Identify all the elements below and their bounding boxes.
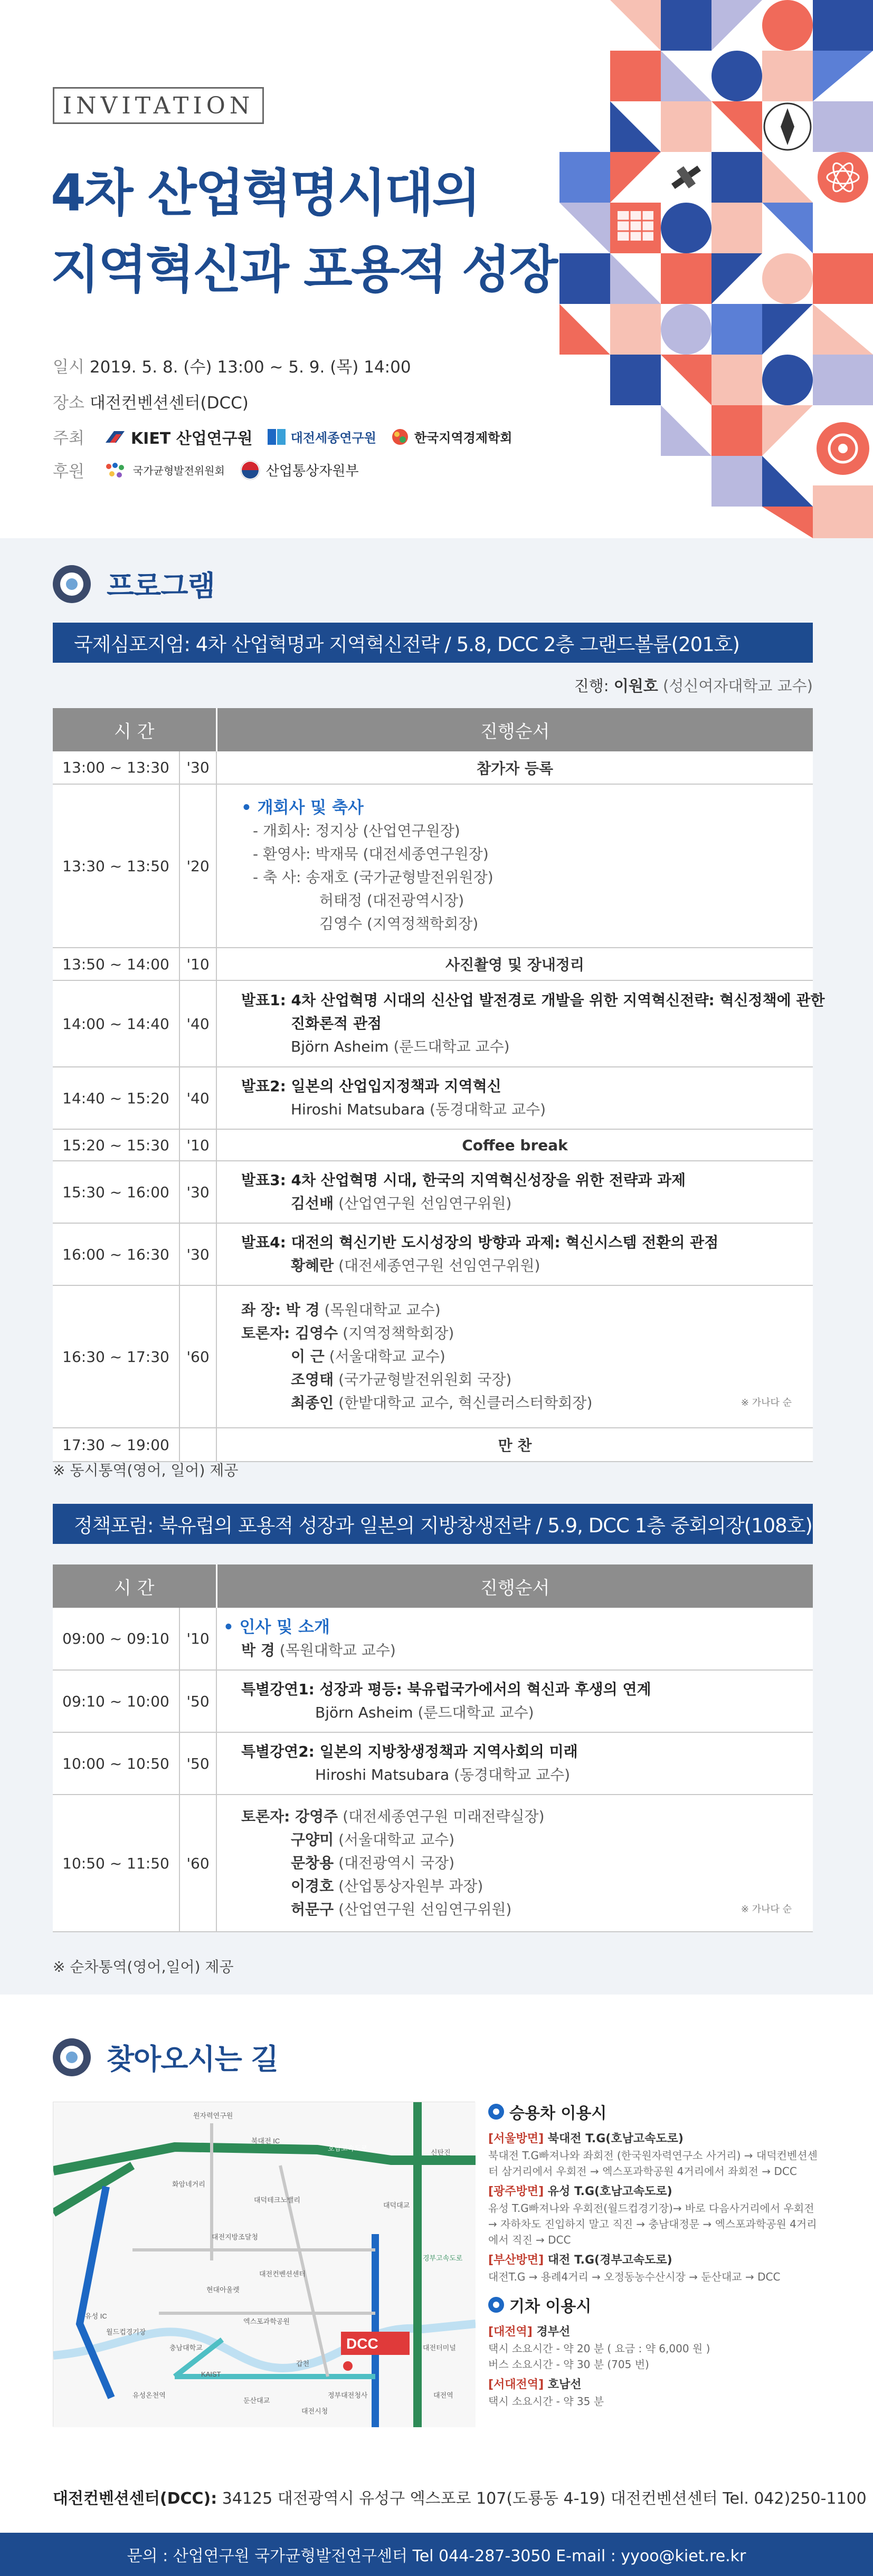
table-row xyxy=(53,1285,813,1428)
directions-title: 찾아오시는 길 xyxy=(107,2043,278,2076)
speaker-name: 박 경 xyxy=(241,1641,275,1659)
table-row xyxy=(53,1223,813,1285)
table-row xyxy=(53,1428,813,1462)
row-line: - 개회사: 정지상 (산업연구원장) xyxy=(253,822,460,839)
row-time: 14:00 ~ 14:40 xyxy=(53,980,179,1067)
table-row xyxy=(53,1067,813,1129)
row-content xyxy=(216,1161,813,1223)
motie-logo xyxy=(240,460,359,481)
table-row xyxy=(53,784,813,948)
route-text: 대전T.G → 용례4거리 → 오정동농수산시장 → 둔산대교 → DCC xyxy=(488,2270,781,2283)
row-duration: '40 xyxy=(179,1067,216,1129)
car-title: 승용차 이용시 xyxy=(509,2104,607,2123)
train-station: [서대전역] xyxy=(488,2378,544,2391)
row-content xyxy=(216,980,825,1067)
row-title: 참가자 등록 xyxy=(216,751,813,784)
host-label: 주최 xyxy=(53,429,84,448)
directions-heading xyxy=(53,2037,278,2077)
mosaic-tiles xyxy=(559,0,873,538)
map-label: 유성 IC xyxy=(85,2312,107,2320)
row-duration: '60 xyxy=(179,1285,216,1428)
row-time: 16:00 ~ 16:30 xyxy=(53,1223,179,1285)
map-label: 대전시청 xyxy=(301,2407,328,2415)
map-label: 둔산대교 xyxy=(243,2397,270,2405)
location-map xyxy=(53,2102,475,2427)
row-line: 발표1: 4차 산업혁명 시대의 신산업 발전경로 개발을 위한 지역혁신전략: 혁신정책에 관한 xyxy=(241,991,825,1009)
row-line: 특별강연1: 성장과 평등: 북유럽국가에서의 혁신과 후생의 연계 xyxy=(241,1681,651,1698)
table-header xyxy=(53,708,813,751)
date-label: 일시 xyxy=(53,358,84,377)
row-content xyxy=(216,1670,813,1732)
speaker-name: Björn Asheim xyxy=(291,1038,389,1055)
col-order-header: 진행순서 xyxy=(216,708,813,751)
row-time: 10:00 ~ 10:50 xyxy=(53,1732,179,1795)
moderator-name: 이원호 xyxy=(613,677,658,695)
program-heading xyxy=(53,564,215,604)
date-line xyxy=(53,354,411,377)
car-heading xyxy=(488,2100,826,2123)
panel-name: 좌 장: 박 경 xyxy=(241,1301,320,1319)
panel-affil: (서울대학교 교수) xyxy=(329,1348,445,1365)
panel-name: 최종인 xyxy=(291,1394,334,1411)
pcbnd-logo xyxy=(105,461,225,479)
table-row xyxy=(53,1732,813,1795)
invitation-label: INVITATION xyxy=(62,92,254,119)
speaker-name: Hiroshi Matsubara xyxy=(291,1101,425,1118)
map-label: 정부대전청사 xyxy=(328,2391,368,2399)
train-route-title xyxy=(488,2377,826,2393)
row-title: 만 찬 xyxy=(216,1428,813,1462)
table-row xyxy=(53,1795,813,1932)
row-title: Coffee break xyxy=(216,1129,813,1161)
map-label: 북대전 IC xyxy=(251,2137,280,2145)
row-content xyxy=(216,1285,813,1428)
speaker-affil: (동경대학교 교수) xyxy=(454,1766,571,1783)
session1-banner: 국제심포지엄: 4차 산업혁명과 지역혁신전략 / 5.8, DCC 2층 그랜드볼룸(201호) xyxy=(53,623,813,663)
route-tg: 북대전 T.G(호남고속도로) xyxy=(544,2132,684,2145)
venue-value: 대전컨벤션센터(DCC) xyxy=(89,394,249,413)
moderator-affil: (성신여자대학교 교수) xyxy=(663,677,813,695)
map-dcc-label: DCC xyxy=(346,2335,378,2352)
row-duration: '10 xyxy=(179,1608,216,1670)
dsi-logo xyxy=(268,427,376,446)
row-content xyxy=(216,1732,813,1795)
map-label: 대전지방조달청 xyxy=(212,2233,258,2241)
session1-moderator xyxy=(574,674,813,696)
row-duration: '30 xyxy=(179,1161,216,1223)
date-value: 2019. 5. 8. (수) 13:00 ~ 5. 9. (목) 14:00 xyxy=(89,358,411,377)
host-3: 한국지역경제학회 xyxy=(414,431,513,445)
map-label: 대덕대교 xyxy=(383,2201,410,2209)
route-text: 북대전 T.G빠져나와 좌회전 (한국원자력연구소 사거리) → 대덕컨벤션센터 삼거리에서 우회전 → 엑스포과학공원 4거리에서 좌회전 → DCC xyxy=(488,2149,818,2178)
route-tg: 대전 T.G(경부고속도로) xyxy=(544,2254,672,2267)
row-heading: • 개회사 및 축사 xyxy=(241,798,364,817)
host-logos xyxy=(53,425,512,449)
row-content xyxy=(216,1223,813,1285)
address-label: 대전컨벤션센터(DCC): xyxy=(53,2489,217,2508)
route-tg: 유성 T.G(호남고속도로) xyxy=(544,2185,672,2198)
col-order-header: 진행순서 xyxy=(216,1564,813,1608)
invitation-box xyxy=(53,87,264,124)
sponsor-1: 국가균형발전위원회 xyxy=(132,464,225,477)
solar-panel-icon xyxy=(618,211,653,241)
sponsor-logos xyxy=(53,458,359,482)
program-title: 프로그램 xyxy=(107,569,215,603)
header xyxy=(0,0,873,538)
route-title xyxy=(488,2131,826,2148)
row-duration: '10 xyxy=(179,1129,216,1161)
row-line: 특별강연2: 일본의 지방창생정책과 지역사회의 미래 xyxy=(241,1743,578,1760)
table-row xyxy=(53,1670,813,1732)
panel-affil: (한밭대학교 교수, 혁신클러스터학회장) xyxy=(338,1394,593,1411)
title-line-2: 지역혁신과 포용적 성장 xyxy=(51,240,557,299)
row-duration: '30 xyxy=(179,751,216,784)
address-text: 34125 대전광역시 유성구 엑스포로 107(도룡동 4-19) 대전컨벤션센터 Tel. 042)250-1100 xyxy=(217,2489,867,2508)
train-title: 기차 이용시 xyxy=(509,2297,592,2316)
session1-footnote: ※ 동시통역(영어, 일어) 제공 xyxy=(53,1462,239,1479)
directions-section xyxy=(0,1995,873,2533)
table-header xyxy=(53,1564,813,1608)
venue-line xyxy=(53,389,249,413)
row-line: - 환영사: 박재묵 (대전세종연구원장) xyxy=(253,845,489,863)
map-label: 엑스포과학공원 xyxy=(243,2317,290,2325)
panel-name: 이경호 xyxy=(291,1877,334,1895)
map-label: 갑천 xyxy=(296,2360,310,2368)
alphabetical-note: ※ 가나다 순 xyxy=(741,1397,792,1408)
speaker-affil: (동경대학교 교수) xyxy=(430,1101,546,1118)
map-label: 월드컵경기장 xyxy=(106,2328,146,2336)
row-time: 17:30 ~ 19:00 xyxy=(53,1428,179,1462)
speaker-name: 황혜란 xyxy=(291,1257,334,1274)
row-duration: '20 xyxy=(179,784,216,948)
row-line: 발표2: 일본의 산업입지정책과 지역혁신 xyxy=(241,1077,501,1095)
panel-affil: (지역정책학회장) xyxy=(343,1324,454,1342)
section-circle-icon xyxy=(53,565,91,603)
speaker-affil: (룬드대학교 교수) xyxy=(417,1704,534,1721)
program-section xyxy=(0,538,873,1995)
session2-banner: 정책포럼: 북유럽의 포용적 성장과 일본의 지방창생전략 / 5.9, DCC 1층 중회의장(108호) xyxy=(53,1504,813,1544)
speaker-affil: (산업연구원 선임연구위원) xyxy=(338,1195,512,1212)
title-line-1: 4차 산업혁명시대의 xyxy=(51,164,480,223)
train-line: 호남선 xyxy=(544,2378,582,2391)
venue-address xyxy=(53,2485,867,2508)
train-line: 경부선 xyxy=(532,2325,571,2339)
section-circle-icon xyxy=(53,2038,91,2076)
map-label: 대덕테크노밸리 xyxy=(254,2196,300,2204)
map-label: 현대아울렛 xyxy=(206,2286,240,2294)
row-line: 김영수 (지역정책학회장) xyxy=(319,915,479,932)
row-content xyxy=(216,1067,813,1129)
panel-name: 조영태 xyxy=(291,1371,334,1388)
row-time: 10:50 ~ 11:50 xyxy=(53,1795,179,1932)
location-pin-icon xyxy=(488,2104,504,2120)
train-info: 택시 소요시간 - 약 35 분 xyxy=(488,2395,604,2408)
train-info: 택시 소요시간 - 약 20 분 ( 요금 : 약 6,000 원 ) xyxy=(488,2342,710,2355)
header-mosaic xyxy=(559,0,873,538)
speaker-name: Björn Asheim xyxy=(315,1704,413,1721)
map-label: 대전터미널 xyxy=(423,2344,456,2352)
row-content xyxy=(216,1795,813,1932)
host-1: KIET 산업연구원 xyxy=(130,429,253,448)
row-line: 발표3: 4차 산업혁명 시대, 한국의 지역혁신성장을 위한 전략과 과제 xyxy=(241,1171,686,1189)
row-duration xyxy=(179,1428,216,1462)
map-label: 대전역 xyxy=(433,2391,453,2399)
panel-name: 이 근 xyxy=(291,1348,325,1365)
row-time: 13:30 ~ 13:50 xyxy=(53,784,179,948)
map-svg xyxy=(53,2102,476,2427)
row-time: 09:00 ~ 09:10 xyxy=(53,1608,179,1670)
map-label: 화암네거리 xyxy=(172,2180,205,2188)
row-time: 14:40 ~ 15:20 xyxy=(53,1067,179,1129)
sponsor-label: 후원 xyxy=(53,462,84,481)
row-time: 13:00 ~ 13:30 xyxy=(53,751,179,784)
row-duration: '50 xyxy=(179,1732,216,1795)
panel-affil: (목원대학교 교수) xyxy=(324,1301,441,1319)
row-line: 발표4: 대전의 혁신기반 도시성장의 방향과 과제: 혁신시스템 전환의 관점 xyxy=(241,1234,719,1251)
row-line: 진화론적 관점 xyxy=(291,1015,382,1032)
row-heading: • 인사 및 소개 xyxy=(223,1617,330,1637)
row-content xyxy=(216,1608,813,1670)
map-label: 경부고속도로 xyxy=(423,2254,463,2262)
map-label: 신탄진 xyxy=(431,2149,451,2157)
map-label: 원자력연구원 xyxy=(193,2112,233,2120)
map-label: 호남고속도로 xyxy=(328,2144,368,2152)
panel-affil: (대전광역시 국장) xyxy=(338,1854,455,1872)
route-title xyxy=(488,2252,826,2269)
row-line: 허태정 (대전광역시장) xyxy=(319,892,464,909)
row-duration: '30 xyxy=(179,1223,216,1285)
contact-bar: 문의 : 산업연구원 국가균형발전연구센터 Tel 044-287-3050 E-mail : yyoo@kiet.re.kr xyxy=(0,2533,873,2576)
row-content xyxy=(216,784,813,948)
speaker-affil: (룬드대학교 교수) xyxy=(393,1038,510,1055)
row-duration: '10 xyxy=(179,948,216,980)
row-time: 13:50 ~ 14:00 xyxy=(53,948,179,980)
row-time: 09:10 ~ 10:00 xyxy=(53,1670,179,1732)
map-label: KAIST xyxy=(201,2370,221,2378)
session2-footnote: ※ 순차통역(영어,일어) 제공 xyxy=(53,1958,234,1976)
row-title: 사진촬영 및 장내정리 xyxy=(216,948,813,980)
col-time-header: 시 간 xyxy=(53,1564,216,1608)
train-info: 버스 소요시간 - 약 30 분 (705 번) xyxy=(488,2358,649,2371)
panel-name: 허문구 xyxy=(291,1901,334,1918)
panel-name: 구양미 xyxy=(291,1831,334,1848)
panel-affil: (국가균형발전위원회 국장) xyxy=(338,1371,512,1388)
train-heading xyxy=(488,2293,826,2316)
route-name: [서울방면] xyxy=(488,2132,544,2145)
speaker-name: 김선배 xyxy=(291,1195,334,1212)
table-row xyxy=(53,1161,813,1223)
session2-table xyxy=(53,1564,813,1932)
host-2: 대전세종연구원 xyxy=(290,431,376,445)
panel-affil: (산업통상자원부 과장) xyxy=(338,1877,483,1895)
panel-name: 문창용 xyxy=(291,1854,334,1872)
route-title xyxy=(488,2183,826,2200)
table-row xyxy=(53,751,813,784)
kiet-logo xyxy=(105,425,253,449)
moderator-label: 진행: xyxy=(574,677,614,695)
panel-name: 토론자: 김영수 xyxy=(241,1324,338,1342)
route-name: [광주방면] xyxy=(488,2185,544,2198)
map-label: 충남대학교 xyxy=(169,2344,203,2352)
session1-table xyxy=(53,708,825,1462)
route-name: [부산방면] xyxy=(488,2254,544,2267)
row-time: 15:30 ~ 16:00 xyxy=(53,1161,179,1223)
panel-name: 토론자: 강영주 xyxy=(241,1808,338,1825)
panel-affil: (서울대학교 교수) xyxy=(338,1831,455,1848)
col-time-header: 시 간 xyxy=(53,708,216,751)
route-text: 유성 T.G빠져나와 우회전(월드컵경기장)→ 바로 다음사거리에서 우회전 → 자하차도 진입하지 말고 직진 → 충남대정문 → 엑스포과학공원 4거리에서 직진 → DCC xyxy=(488,2202,817,2246)
table-row xyxy=(53,1608,813,1670)
panel-affil: (대전세종연구원 미래전략실장) xyxy=(343,1808,545,1825)
train-route-title xyxy=(488,2324,826,2341)
directions-text xyxy=(488,2100,826,2413)
speaker-affil: (대전세종연구원 선임연구위원) xyxy=(338,1257,540,1274)
map-label: 유성온천역 xyxy=(132,2391,166,2399)
speaker-name: Hiroshi Matsubara xyxy=(315,1766,450,1783)
venue-label: 장소 xyxy=(53,394,84,413)
sponsor-2: 산업통상자원부 xyxy=(265,463,359,479)
row-time: 15:20 ~ 15:30 xyxy=(53,1129,179,1161)
table-row xyxy=(53,1129,813,1161)
row-duration: '40 xyxy=(179,980,216,1067)
row-time: 16:30 ~ 17:30 xyxy=(53,1285,179,1428)
panel-affil: (산업연구원 선임연구위원) xyxy=(338,1901,512,1918)
train-station: [대전역] xyxy=(488,2325,533,2339)
kare-logo xyxy=(391,427,512,446)
table-row xyxy=(53,980,813,1067)
speaker-affil: (목원대학교 교수) xyxy=(279,1641,396,1659)
row-duration: '50 xyxy=(179,1670,216,1732)
alphabetical-note: ※ 가나다 순 xyxy=(741,1904,792,1915)
row-duration: '60 xyxy=(179,1795,216,1932)
map-label: 대전컨벤션센터 xyxy=(259,2270,306,2278)
location-pin-icon xyxy=(488,2297,504,2313)
row-line: - 축 사: 송재호 (국가균형발전위원장) xyxy=(253,869,494,886)
table-row xyxy=(53,948,813,980)
